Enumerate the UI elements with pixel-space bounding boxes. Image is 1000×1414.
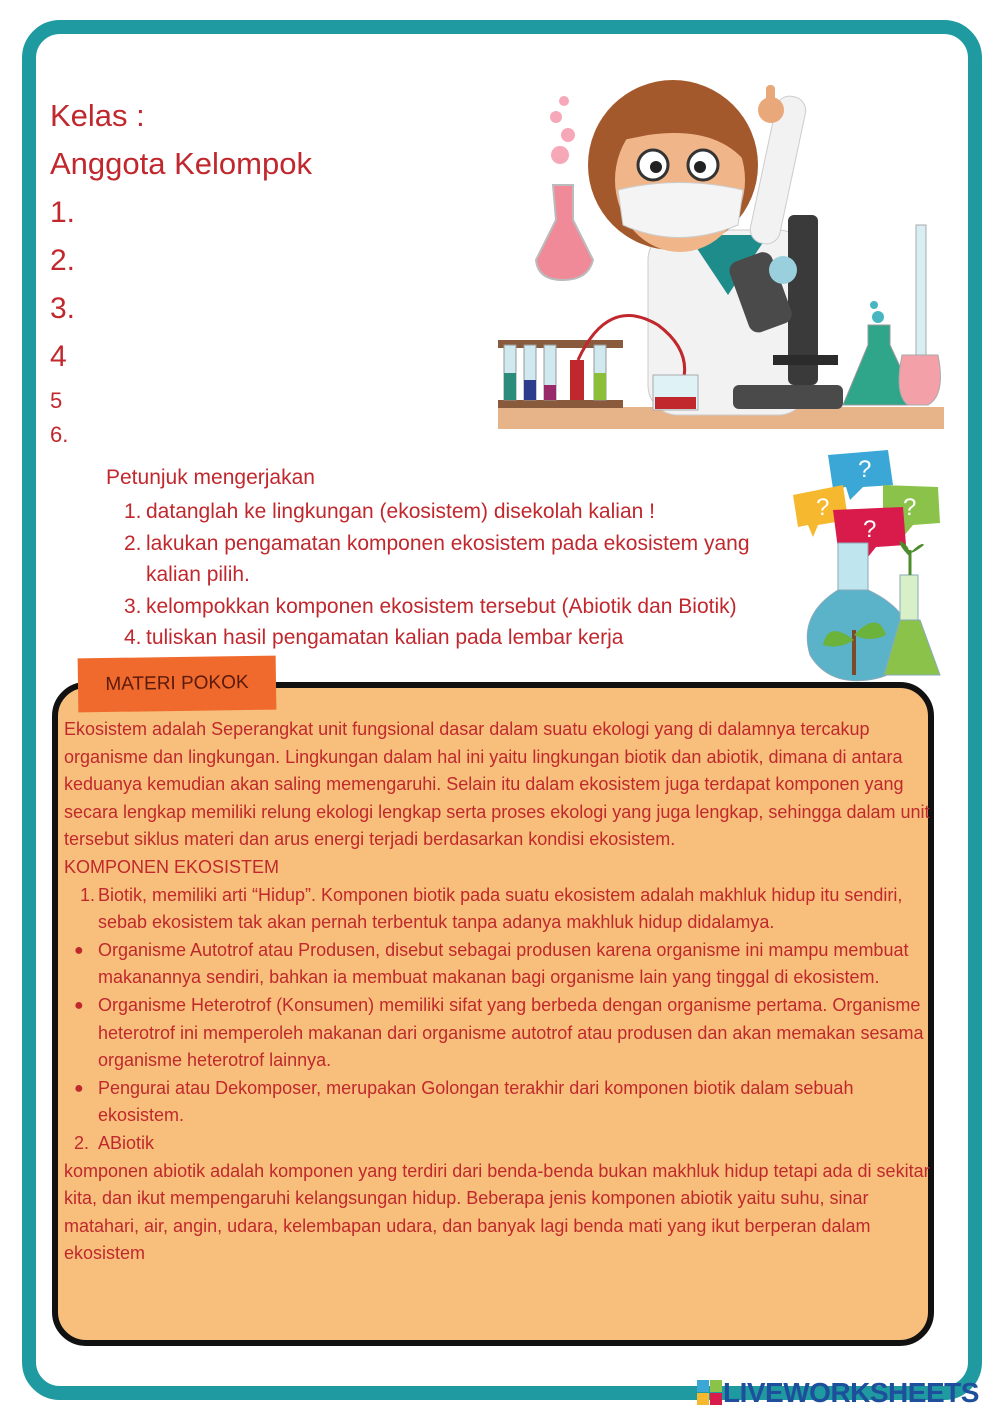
list-item: 1. datanglah ke lingkungan (ekosistem) disekolah kalian ! [124,500,655,523]
svg-text:?: ? [863,516,877,543]
abiotik-text: komponen abiotik adalah komponen yang terdiri dari benda-benda bukan makhluk hidup tetapi ada di sekitar kita, dan ikut mempengaruhi kelangsungan hidup. Beberapa jenis komponen abiotik yaitu suhu, sinar matahari, air, angin, udara, kelembapan udara, dan banyak lagi benda mati yang ikut berperan dalam ekosistem [64,1160,930,1264]
science-flask-icon [788,445,953,690]
kelas-label: Kelas : [50,98,145,133]
member-number: 1. [50,196,76,229]
materi-content [64,716,930,1268]
instructions-title: Petunjuk mengerjakan [106,466,315,489]
abiotik-item: 2. ABiotik [74,1132,155,1153]
member-number: 6. [50,422,69,447]
member-number: 4 [50,340,67,373]
svg-text:?: ? [858,456,872,483]
bullet-icon: ● [74,996,84,1014]
scientist-illustration [498,55,948,435]
biotik-item: 1. Biotik, memiliki arti “Hidup”. Komponen biotik pada suatu ekosistem adalah makhluk hidup itu sendiri, sebab ekosistem tak akan pernah terbentuk tanpa adanya makhluk hidup didalamya. [80,884,903,933]
member-number: 2. [50,244,76,277]
member-number: 3. [50,292,76,325]
materi-intro: Ekosistem adalah Seperangkat unit fungsional dasar dalam suatu ekologi yang di dalamnya tercakup organisme dan lingkungan. Lingkungan dalam hal ini yaitu lingkungan biotik dan abiotik, dimana di antara keduanya kemudian akan saling memengaruhi. Selain itu dalam ekosistem juga terdapat komponen yang secara lengkap memiliki relung ekologi lengkap serta proses ekologi yang juga lengkap, sehingga dalam unit tersebut siklus materi dan arus energi terjadi berdasarkan kondisi ekosistem. [64,719,930,850]
list-item: 4. tuliskan hasil pengamatan kalian pada lembar kerja [124,626,624,649]
bullet-item: ● Pengurai atau Dekomposer, merupakan Golongan terakhir dari komponen biotik dalam sebuah ekosistem. [74,1075,930,1130]
list-item: 2. lakukan pengamatan komponen ekosistem pada ekosistem yang kalian pilih. [124,531,750,586]
svg-text:?: ? [903,494,917,521]
watermark [697,1377,997,1409]
komponen-heading: KOMPONEN EKOSISTEM [64,856,280,877]
list-item: 3. kelompokkan komponen ekosistem tersebut (Abiotik dan Biotik) [124,594,737,618]
bullet-item: ● Organisme Heterotrof (Konsumen) memiliki sifat yang berbeda dengan organisme pertama. Organisme heterotrof ini memperoleh makanan dari organisme autotrof atau produsen dan akan memakan sesama organisme heterotrof lainnya. [74,992,930,1075]
anggota-kelompok-label: Anggota Kelompok [50,146,312,181]
svg-text:?: ? [816,494,830,521]
bullet-item: ● Organisme Autotrof atau Produsen, disebut sebagai produsen karena organisme ini mampu membuat makanannya sendiri, bahkan ia membuat makanan bagi organisme lain yang tinggal di ekosistem. [74,937,930,992]
instructions-list [124,496,764,654]
liveworksheets-logo-icon [697,1380,723,1406]
bullet-icon: ● [74,1079,84,1097]
materi-pokok-tab: MATERI POKOK [78,656,277,713]
member-number: 5 [50,388,63,413]
watermark-text: LIVEWORKSHEETS [723,1377,979,1408]
bullet-icon: ● [74,941,84,959]
